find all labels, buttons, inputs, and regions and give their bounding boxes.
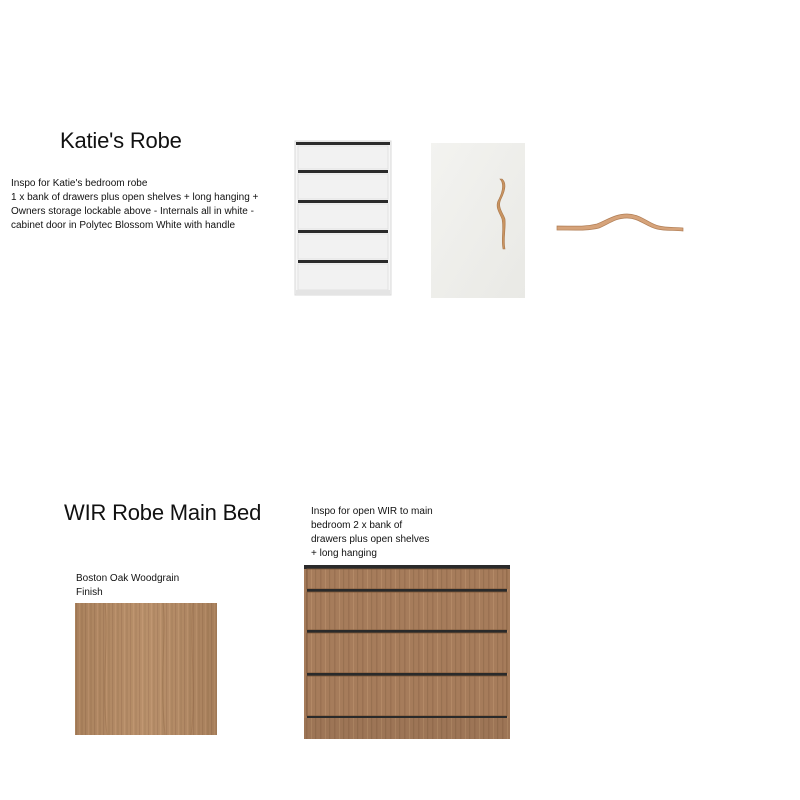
katie-description-line: 1 x bank of drawers plus open shelves + long hanging + [11,192,259,203]
wir-description-line: Inspo for open WIR to main [311,506,433,517]
oak-drawer-chest-image [304,565,510,739]
timber-handle-image [555,210,685,234]
blossom-white-door-with-handle-image [431,143,525,298]
wir-description-line: + long hanging [311,548,377,559]
katie-description-line: cabinet door in Polytec Blossom White with handle [11,220,236,231]
boston-oak-label [76,572,236,600]
katie-robe-title: Katie's Robe [60,128,182,153]
katie-robe-description [11,177,291,233]
swatch-label-line: Boston Oak Woodgrain [76,573,180,584]
wir-robe-title: WIR Robe Main Bed [64,500,262,525]
wir-robe-description [311,505,471,561]
katie-description-line: Owners storage lockable above - Internals all in white - [11,206,254,217]
white-drawer-unit-image [294,140,392,296]
wir-description-line: drawers plus open shelves [311,534,430,545]
wir-description-line: bedroom 2 x bank of [311,520,403,531]
swatch-label-line: Finish [76,587,103,598]
boston-oak-swatch-image [75,603,217,735]
katie-description-line: Inspo for Katie's bedroom robe [11,178,148,189]
